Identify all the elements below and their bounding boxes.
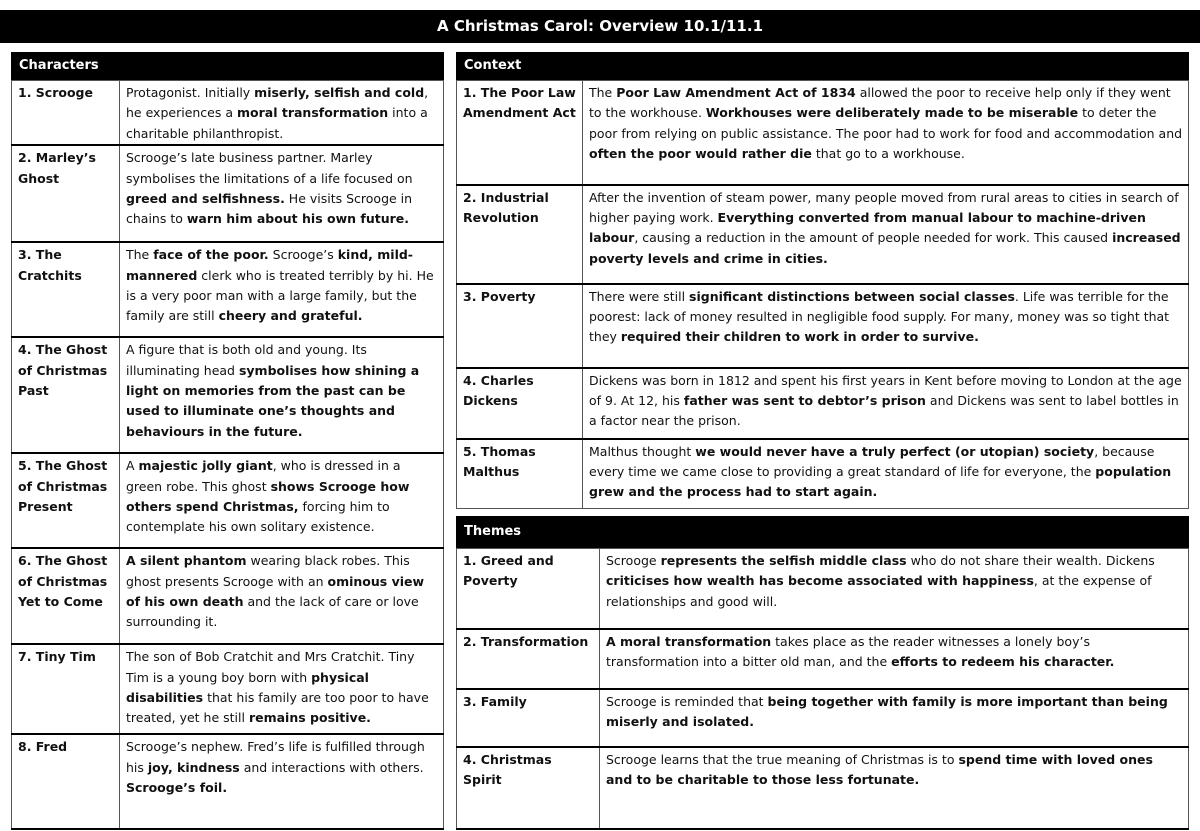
theme-row-description: Scrooge represents the selfish middle class who do not share their wealth. Dickens criticises how wealth has become associated with happiness, at the expense of relationships and good will. [600, 549, 1189, 629]
character-row-label: 8. Fred [12, 734, 120, 829]
context-row [457, 439, 1189, 509]
character-row-label: 4. The Ghost of Christmas Past [12, 337, 120, 453]
context-row-label: 3. Poverty [457, 284, 583, 368]
character-row-label: 3. The Cratchits [12, 242, 120, 337]
context-row [457, 185, 1189, 284]
character-row-description: The face of the poor. Scrooge’s kind, mild-mannered clerk who is treated terribly by hi. He is a very poor man with a large family, but the family are still cheery and grateful. [120, 242, 444, 337]
character-row-description: A figure that is both old and young. Its illuminating head symbolises how shining a light on memories from the past can be used to illuminate one’s thoughts and behaviours in the future. [120, 337, 444, 453]
context-row-label: 1. The Poor Law Amendment Act [457, 81, 583, 185]
context-row-label: 2. Industrial Revolution [457, 185, 583, 284]
theme-row-label: 2. Transformation [457, 629, 600, 689]
theme-row-label: 3. Family [457, 689, 600, 747]
theme-row-description: A moral transformation takes place as the reader witnesses a lonely boy’s transformation into a bitter old man, and the efforts to redeem his character. [600, 629, 1189, 689]
theme-row-label: 4. Christmas Spirit [457, 747, 600, 829]
context-panel [456, 52, 1189, 509]
context-row [457, 368, 1189, 439]
character-row-label: 7. Tiny Tim [12, 644, 120, 734]
themes-heading: Themes [456, 516, 1189, 548]
page-title: A Christmas Carol: Overview 10.1/11.1 [0, 10, 1200, 43]
theme-row-description: Scrooge is reminded that being together with family is more important than being miserly and isolated. [600, 689, 1189, 747]
context-row-description: After the invention of steam power, many people moved from rural areas to cities in search of higher paying work. Everything converted from manual labour to machine-driven labour, causing a reduction in the amount of people needed for work. This caused increased poverty levels and crime in cities. [583, 185, 1189, 284]
character-row [12, 337, 444, 453]
character-row-description: A silent phantom wearing black robes. This ghost presents Scrooge with an ominous view of his own death and the lack of care or love surrounding it. [120, 548, 444, 644]
character-row-description: The son of Bob Cratchit and Mrs Cratchit. Tiny Tim is a young boy born with physical disabilities that his family are too poor to have treated, yet he still remains positive. [120, 644, 444, 734]
theme-row [457, 549, 1189, 629]
context-table [456, 80, 1189, 509]
character-row [12, 81, 444, 146]
context-row [457, 284, 1189, 368]
characters-table [11, 80, 444, 830]
theme-row-label: 1. Greed and Poverty [457, 549, 600, 629]
character-row-description: Scrooge’s nephew. Fred’s life is fulfilled through his joy, kindness and interactions with others. Scrooge’s foil. [120, 734, 444, 829]
character-row-label: 2. Marley’s Ghost [12, 145, 120, 242]
character-row [12, 453, 444, 548]
character-row-label: 5. The Ghost of Christmas Present [12, 453, 120, 548]
character-row-description: Scrooge’s late business partner. Marley symbolises the limitations of a life focused on greed and selfishness. He visits Scrooge in chains to warn him about his own future. [120, 145, 444, 242]
characters-heading: Characters [11, 52, 444, 80]
character-row [12, 734, 444, 829]
theme-row [457, 747, 1189, 829]
themes-table [456, 548, 1189, 830]
character-row-description: Protagonist. Initially miserly, selfish and cold, he experiences a moral transformation into a charitable philanthropist. [120, 81, 444, 146]
characters-panel [11, 52, 444, 830]
context-heading: Context [456, 52, 1189, 80]
context-row-label: 5. Thomas Malthus [457, 439, 583, 509]
context-row [457, 81, 1189, 185]
character-row-label: 1. Scrooge [12, 81, 120, 146]
character-row [12, 145, 444, 242]
context-row-description: The Poor Law Amendment Act of 1834 allowed the poor to receive help only if they went to the workhouse. Workhouses were deliberately made to be miserable to deter the poor from relying on public assistance. The poor had to work for food and accommodation and often the poor would rather die that go to a workhouse. [583, 81, 1189, 185]
theme-row [457, 629, 1189, 689]
character-row [12, 548, 444, 644]
character-row [12, 242, 444, 337]
themes-panel [456, 516, 1189, 830]
character-row-description: A majestic jolly giant, who is dressed in a green robe. This ghost shows Scrooge how others spend Christmas, forcing him to contemplate his own solitary existence. [120, 453, 444, 548]
context-row-description: There were still significant distinctions between social classes. Life was terrible for the poorest: lack of money resulted in negligible food supply. For many, money was so tight that they required their children to work in order to survive. [583, 284, 1189, 368]
context-row-label: 4. Charles Dickens [457, 368, 583, 439]
context-row-description: Dickens was born in 1812 and spent his first years in Kent before moving to London at the age of 9. At 12, his father was sent to debtor’s prison and Dickens was sent to label bottles in a factor near the prison. [583, 368, 1189, 439]
context-row-description: Malthus thought we would never have a truly perfect (or utopian) society, because every time we came close to providing a great standard of life for everyone, the population grew and the process had to start again. [583, 439, 1189, 509]
character-row-label: 6. The Ghost of Christmas Yet to Come [12, 548, 120, 644]
theme-row-description: Scrooge learns that the true meaning of Christmas is to spend time with loved ones and to be charitable to those less fortunate. [600, 747, 1189, 829]
character-row [12, 644, 444, 734]
theme-row [457, 689, 1189, 747]
